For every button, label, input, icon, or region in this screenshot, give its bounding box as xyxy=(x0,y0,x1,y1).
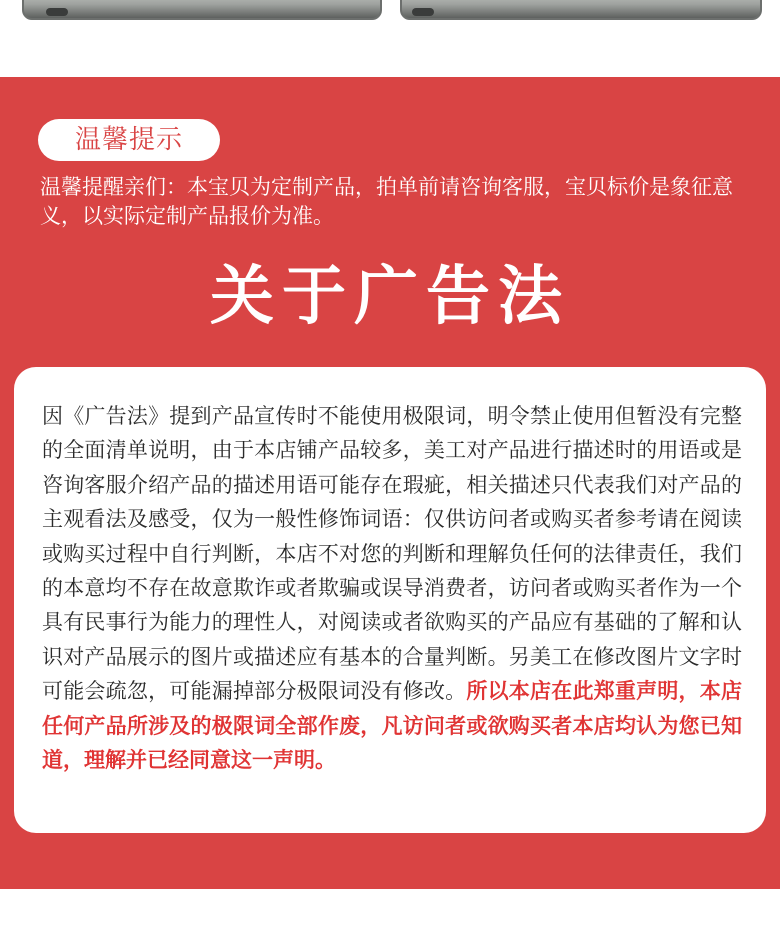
product-photo-right xyxy=(400,0,762,20)
photo-wheel-mark xyxy=(46,8,68,16)
notice-panel xyxy=(0,77,780,889)
ad-law-body xyxy=(42,399,742,777)
product-photo-left xyxy=(22,0,382,20)
notice-text: 温馨提醒亲们：本宝贝为定制产品，拍单前请咨询客服，宝贝标价是象征意义，以实际定制产品报价为准。 xyxy=(40,175,733,228)
notice-label: 温馨提示 xyxy=(38,119,220,161)
ad-law-body-text: 因《广告法》提到产品宣传时不能使用极限词，明令禁止使用但暂没有完整的全面清单说明，由于本店铺产品较多，美工对产品进行描述时的用语或是咨询客服介绍产品的描述用语可能存在瑕疵，相关描述只代表我们对产品的主观看法及感受，仅为一般性修饰词语：仅供访问者或购买者参考请在阅读或购买过程中自行判断，本店不对您的判断和理解负任何的法律责任，我们的本意均不存在故意欺诈或者欺骗或误导消费者，访问者或购买者作为一个具有民事行为能力的理性人，对阅读或者欲购买的产品应有基础的了解和认识对产品展示的图片或描述应有基本的合量判断。另美工在修改图片文字时可能会疏忽，可能漏掉部分极限词没有修改。 xyxy=(42,404,742,704)
top-product-photos xyxy=(0,0,780,20)
ad-law-card xyxy=(14,367,766,833)
photo-wheel-mark xyxy=(412,8,434,16)
ad-law-declaration: 所以本店在此郑重声明，本店任何产品所涉及的极限词全部作废，凡访问者或欲购买者本店均认为您已知道，理解并已经同意这一声明。 xyxy=(42,679,742,773)
ad-law-title: 关于广告法 xyxy=(210,260,570,334)
